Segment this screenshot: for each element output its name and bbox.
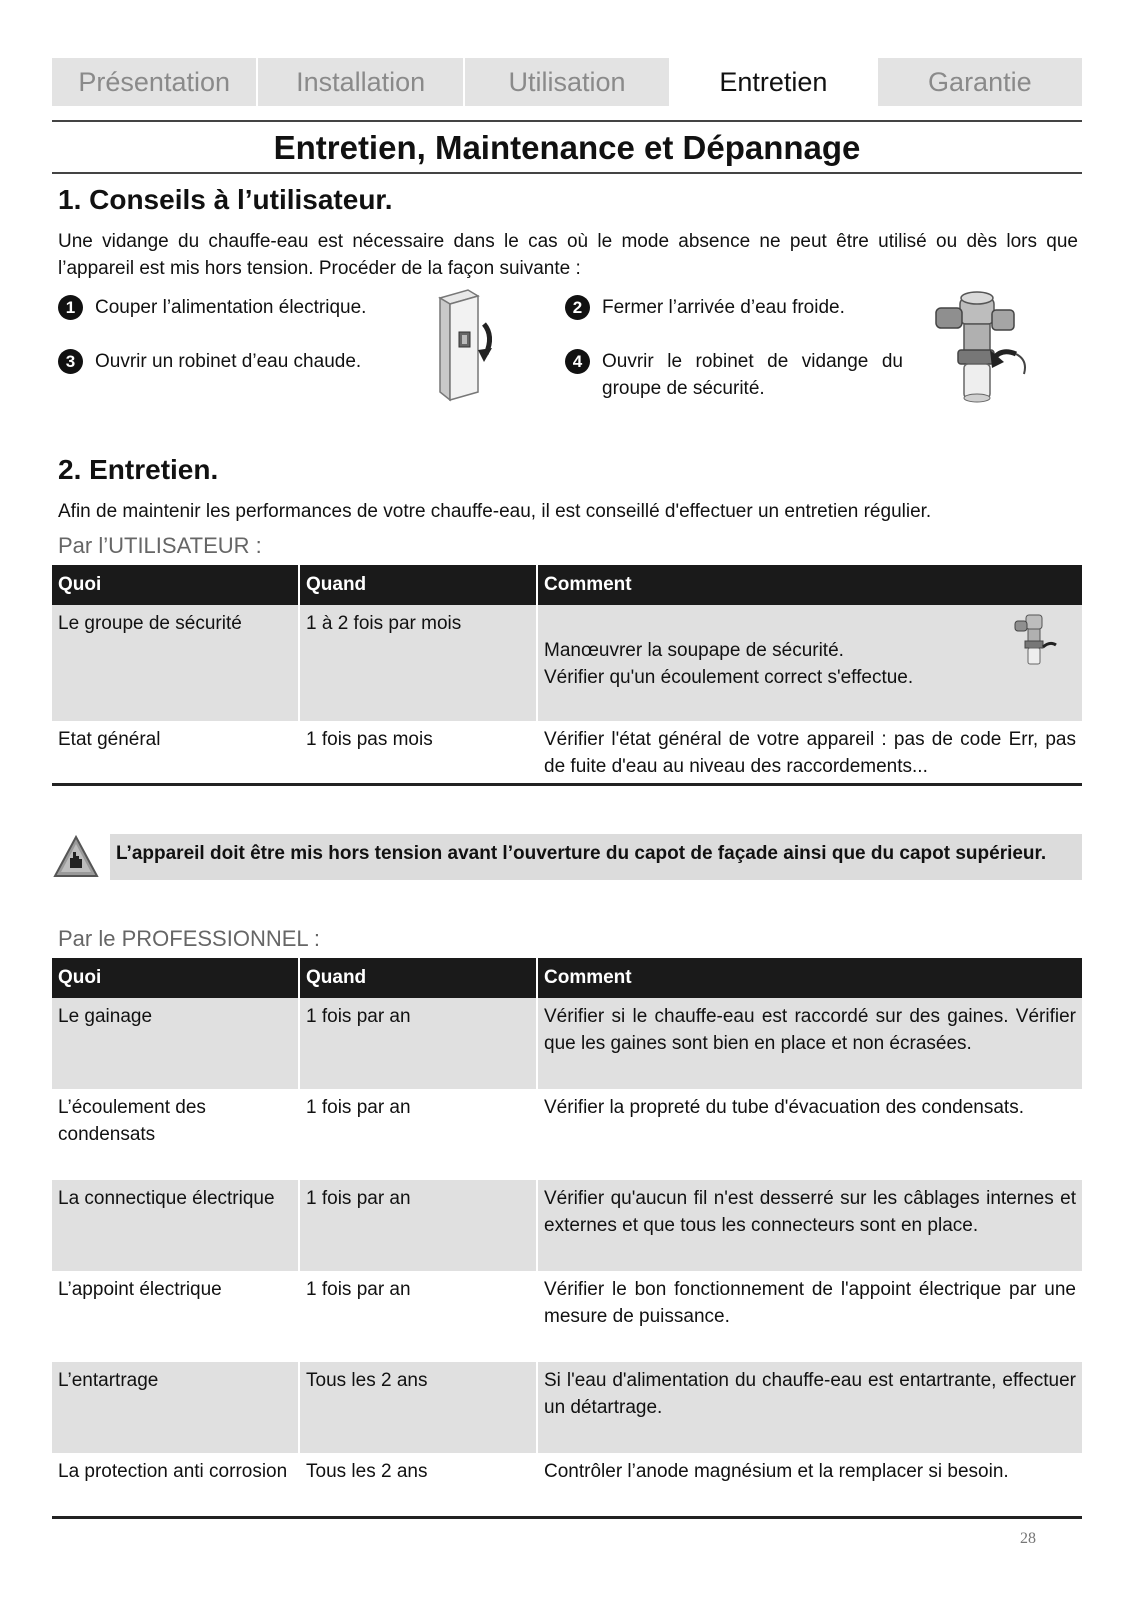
- user-subtitle: Par l’UTILISATEUR :: [58, 533, 262, 558]
- section1-intro: Une vidange du chauffe-eau est nécessaire dans le cas où le mode absence ne peut être utilisé ou dès lors que l’appareil est mis hors tension. Procéder de la façon suivante :: [58, 231, 1078, 279]
- tab-bar: [52, 58, 1082, 106]
- table-row: [52, 1271, 1082, 1362]
- step-number-3: 3: [58, 349, 83, 374]
- cell-comment: Vérifier qu'aucun fil n'est desserré sur les câblages internes et externes et que tous les connecteurs sont en place.: [537, 1180, 1082, 1271]
- tab-entretien[interactable]: Entretien: [671, 58, 877, 106]
- step-text-3: Ouvrir un robinet d’eau chaude.: [95, 351, 362, 372]
- cell-quand: 1 à 2 fois par mois: [299, 605, 537, 721]
- cell-quoi: L’écoulement des condensats: [58, 1097, 206, 1145]
- water-heater-switch-off-icon: [434, 288, 506, 404]
- cell-quoi: L’appoint électrique: [58, 1279, 222, 1300]
- step-text-4: Ouvrir le robinet de vidange du groupe de sécurité.: [602, 351, 903, 399]
- cell-quoi: La protection anti corrosion: [58, 1461, 288, 1482]
- table-row: [52, 1453, 1082, 1517]
- cell-quand: 1 fois pas mois: [299, 721, 537, 785]
- header-quand: Quand: [299, 565, 537, 605]
- warning-notice: [52, 834, 1082, 880]
- cell-comment: Vérifier le bon fonctionnement de l'appoint électrique par une mesure de puissance.: [537, 1271, 1082, 1362]
- cell-quand: 1 fois par an: [299, 998, 537, 1089]
- page: [52, 58, 1082, 1519]
- header-quand: Quand: [299, 958, 537, 998]
- step-4: [565, 348, 903, 402]
- warning-icon-container: [52, 834, 110, 880]
- tab-garantie[interactable]: Garantie: [878, 58, 1082, 106]
- table-header-row: [52, 958, 1082, 998]
- cell-quoi: La connectique électrique: [52, 1180, 299, 1271]
- cell-comment: [537, 605, 1082, 721]
- step-text-1: Couper l’alimentation électrique.: [95, 297, 367, 318]
- table-row: [52, 605, 1082, 721]
- safety-valve-small-icon: [1012, 611, 1062, 669]
- drain-steps: [52, 294, 1082, 444]
- cell-quoi: Le gainage: [52, 998, 299, 1089]
- cell-comment: Vérifier la propreté du tube d'évacuation des condensats.: [537, 1089, 1082, 1180]
- table-row: [52, 1089, 1082, 1180]
- cell-quand: 1 fois par an: [299, 1089, 537, 1180]
- table-row: [52, 1180, 1082, 1271]
- header-comment: Comment: [537, 565, 1082, 605]
- tab-utilisation[interactable]: Utilisation: [465, 58, 671, 106]
- step-number-4: 4: [565, 349, 590, 374]
- pro-subtitle: Par le PROFESSIONNEL :: [58, 926, 321, 951]
- step-3: [58, 348, 438, 375]
- page-title: Entretien, Maintenance et Dépannage: [52, 122, 1082, 174]
- cell-quand: 1 fois par an: [299, 1271, 537, 1362]
- step-number-2: 2: [565, 295, 590, 320]
- section2-intro: Afin de maintenir les performances de votre chauffe-eau, il est conseillé d'effectuer un entretien régulier.: [58, 501, 932, 522]
- cell-quoi: Le groupe de sécurité: [52, 605, 299, 721]
- user-maintenance-table: [52, 565, 1082, 786]
- table-header-row: [52, 565, 1082, 605]
- cell-quoi: L’entartrage: [52, 1362, 299, 1453]
- step-1: [58, 294, 438, 321]
- header-quoi: Quoi: [52, 958, 299, 998]
- hand-warning-icon: [52, 834, 100, 880]
- cell-comment: Vérifier si le chauffe-eau est raccordé sur des gaines. Vérifier que les gaines sont bien en place et non écrasées.: [537, 998, 1082, 1089]
- table-row: [52, 721, 1082, 785]
- cell-comment: Si l'eau d'alimentation du chauffe-eau est entartrante, effectuer un détartrage.: [537, 1362, 1082, 1453]
- pro-maintenance-table: [52, 958, 1082, 1519]
- comment-text: Manœuvrer la soupape de sécurité. Vérifier qu'un écoulement correct s'effectue.: [544, 640, 914, 688]
- table-row: [52, 998, 1082, 1089]
- table-row: [52, 1362, 1082, 1453]
- step-2: [565, 294, 895, 321]
- cell-quoi: Etat général: [58, 729, 161, 750]
- cell-comment: Vérifier l'état général de votre appareil : pas de code Err, pas de fuite d'eau au niveau des raccordements...: [537, 721, 1082, 785]
- safety-valve-icon: [928, 288, 1040, 406]
- cell-quand: Tous les 2 ans: [299, 1453, 537, 1517]
- cell-quand: Tous les 2 ans: [299, 1362, 537, 1453]
- warning-text: L’appareil doit être mis hors tension avant l’ouverture du capot de façade ainsi que du capot supérieur.: [110, 834, 1082, 880]
- step-text-2: Fermer l’arrivée d’eau froide.: [602, 297, 845, 318]
- header-quoi: Quoi: [52, 565, 299, 605]
- header-comment: Comment: [537, 958, 1082, 998]
- tab-installation[interactable]: Installation: [258, 58, 464, 106]
- section2-heading: 2. Entretien.: [58, 454, 219, 485]
- page-number: 28: [1020, 1530, 1036, 1547]
- step-number-1: 1: [58, 295, 83, 320]
- section1-heading: 1. Conseils à l’utilisateur.: [58, 184, 393, 215]
- cell-comment: Contrôler l’anode magnésium et la remplacer si besoin.: [537, 1453, 1082, 1517]
- tab-presentation[interactable]: Présentation: [52, 58, 258, 106]
- cell-quand: 1 fois par an: [299, 1180, 537, 1271]
